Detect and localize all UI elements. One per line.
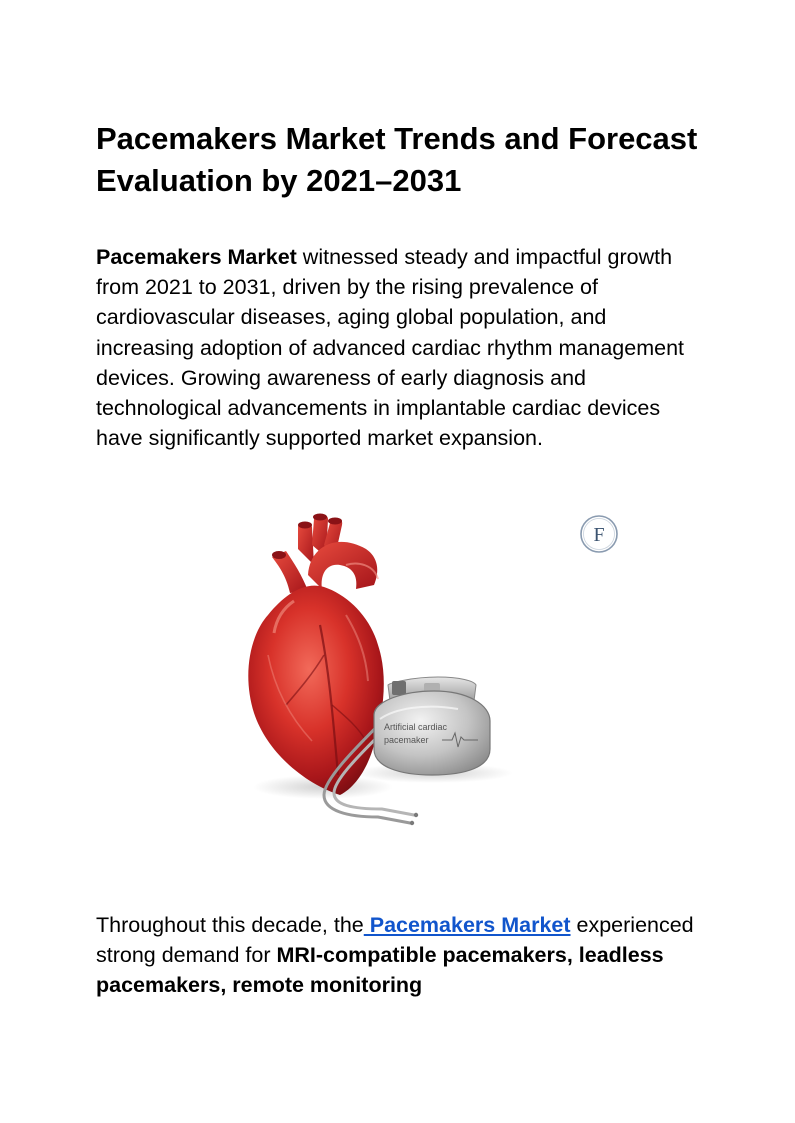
pacemakers-market-link[interactable]: Pacemakers Market [363, 913, 571, 937]
heart-pacemaker-illustration [228, 505, 628, 835]
intro-paragraph [96, 242, 696, 453]
second-text-before: Throughout this decade, the [96, 913, 364, 937]
second-bold-tail: MRI-compatible pacemakers, leadless pacemakers, remote monitoring [96, 943, 664, 998]
second-paragraph [96, 910, 716, 1001]
intro-text: witnessed steady and impactful growth from 2021 to 2031, driven by the rising prevalence of cardiovascular diseases, aging global population, and increasing adoption of advanced cardiac rhythm management devices. Growing awareness of early diagnosis and technological advancements in implantable cardiac devices have significantly supported market expansion. [96, 245, 685, 451]
pacemaker-device [374, 677, 490, 775]
logo-letter: F [593, 524, 605, 546]
intro-bold-lead: Pacemakers Market [96, 245, 297, 269]
heart-body [248, 586, 383, 795]
heart-vessels [272, 514, 378, 594]
device-label-line1: Artificial cardiac [384, 722, 448, 732]
second-text-after: experienced strong demand for [96, 913, 694, 968]
device-label-line2: pacemaker [384, 735, 429, 745]
page-title: Pacemakers Market Trends and Forecast Evaluation by 2021–2031 [96, 121, 698, 198]
